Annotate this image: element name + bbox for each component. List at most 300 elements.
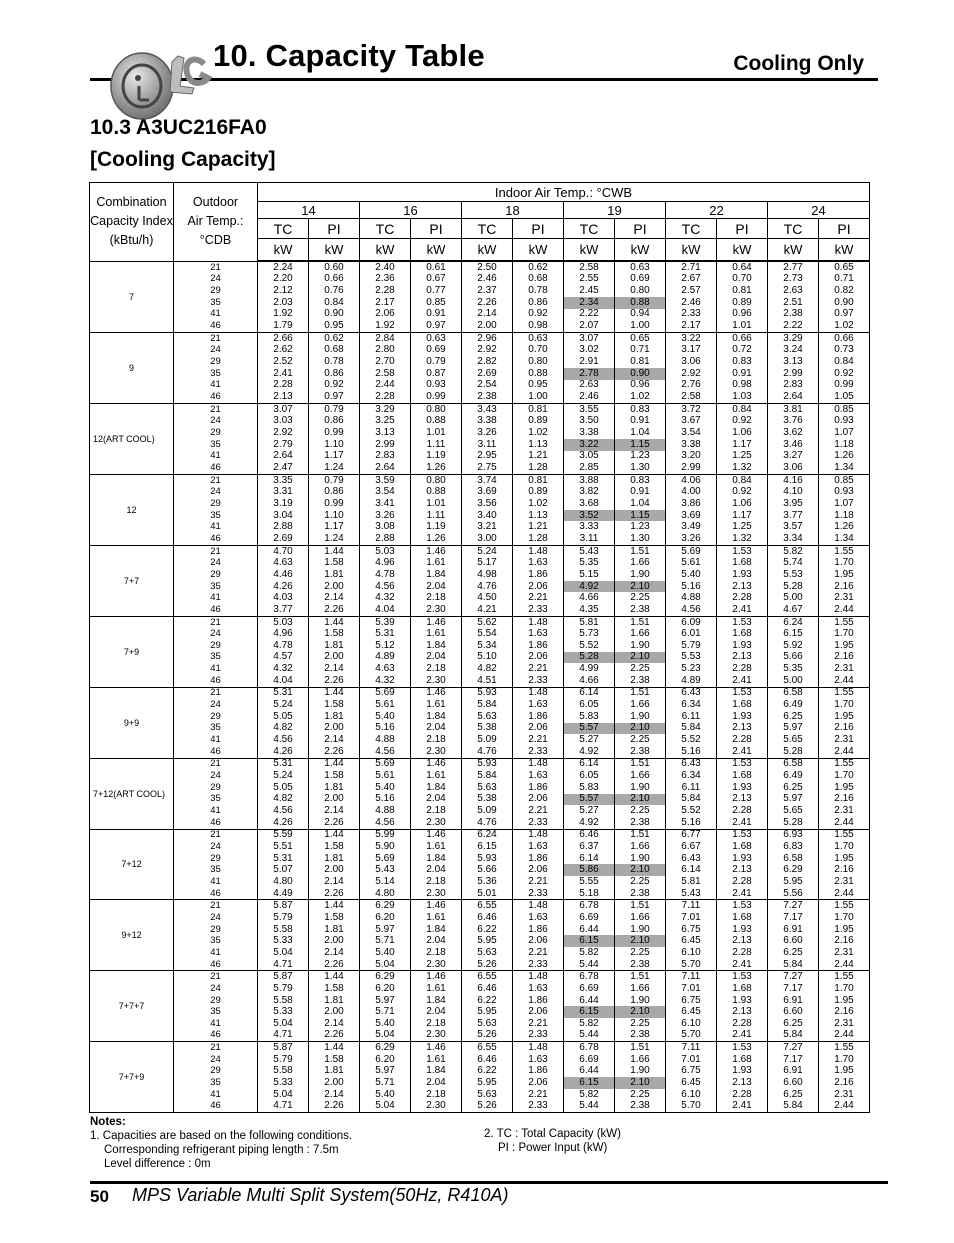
pi-value-cell: 2.00: [309, 723, 360, 735]
pi-value-cell: 1.44: [309, 829, 360, 841]
pi-value-cell: 0.97: [411, 320, 462, 332]
tc-value-cell: 5.83: [564, 711, 615, 723]
tc-value-cell: 3.56: [462, 498, 513, 510]
tc-value-cell: 5.58: [258, 924, 309, 936]
tc-value-cell: 6.91: [768, 995, 819, 1007]
tc-value-cell: 3.07: [258, 403, 309, 415]
table-row: [90, 912, 870, 924]
tc-value-cell: 2.17: [666, 320, 717, 332]
table-row: [90, 746, 870, 758]
pi-value-cell: 1.70: [819, 841, 870, 853]
pi-value-cell: 1.46: [411, 1042, 462, 1054]
table-row: [90, 604, 870, 616]
table-row: [90, 959, 870, 971]
tc-value-cell: 5.40: [360, 782, 411, 794]
tc-value-cell: 1.79: [258, 320, 309, 332]
tc-value-cell: 2.75: [462, 462, 513, 474]
tc-value-cell: 6.69: [564, 912, 615, 924]
tc-value-cell: 2.22: [768, 320, 819, 332]
tc-value-cell: 4.82: [258, 794, 309, 806]
tc-value-cell: 4.32: [360, 675, 411, 687]
pi-value-cell: 0.98: [717, 380, 768, 392]
tc-value-cell: 6.69: [564, 1054, 615, 1066]
outdoor-temp-cell: 46: [174, 888, 258, 900]
pi-value-cell: 1.44: [309, 758, 360, 770]
tc-value-cell: 3.11: [564, 533, 615, 545]
outdoor-temp-cell: 24: [174, 1054, 258, 1066]
tc-value-cell: 6.25: [768, 782, 819, 794]
tc-value-cell: 5.61: [360, 770, 411, 782]
tc-value-cell: 5.92: [768, 640, 819, 652]
pi-value-cell: 2.28: [717, 1089, 768, 1101]
tc-value-cell: 2.79: [258, 439, 309, 451]
tc-value-cell: 5.24: [258, 699, 309, 711]
pi-value-cell: 2.18: [411, 805, 462, 817]
pi-value-cell: 0.68: [513, 274, 564, 286]
pi-value-cell: 2.06: [513, 794, 564, 806]
unit-header: kW: [462, 239, 513, 262]
pi-value-cell: 2.14: [309, 734, 360, 746]
pi-value-cell: 2.31: [819, 734, 870, 746]
tc-value-cell: 4.56: [666, 604, 717, 616]
tc-value-cell: 5.16: [666, 581, 717, 593]
tc-value-cell: 5.71: [360, 935, 411, 947]
table-row: [90, 817, 870, 829]
table-row: [90, 1018, 870, 1030]
pi-value-cell: 2.00: [309, 1077, 360, 1089]
tc-value-cell: 4.57: [258, 652, 309, 664]
table-row: [90, 1077, 870, 1089]
tc-value-cell: 5.74: [768, 557, 819, 569]
pi-value-cell: 2.25: [615, 663, 666, 675]
tc-value-cell: 2.07: [564, 320, 615, 332]
pi-value-cell: 1.34: [819, 533, 870, 545]
tc-value-cell: 3.40: [462, 510, 513, 522]
pi-value-cell: 1.61: [411, 983, 462, 995]
tc-value-cell: 5.81: [564, 616, 615, 628]
pi-value-cell: 2.16: [819, 864, 870, 876]
pi-value-cell: 1.58: [309, 912, 360, 924]
tc-value-cell: 2.88: [360, 533, 411, 545]
pi-value-cell: 2.38: [615, 675, 666, 687]
pi-value-cell: 2.44: [819, 746, 870, 758]
tc-value-cell: 5.31: [258, 758, 309, 770]
pi-value-cell: 2.26: [309, 604, 360, 616]
pi-value-cell: 1.58: [309, 841, 360, 853]
tc-value-cell: 2.28: [258, 380, 309, 392]
tc-value-cell: 6.83: [768, 841, 819, 853]
pi-value-cell: 2.04: [411, 1006, 462, 1018]
tc-value-cell: 5.84: [768, 1030, 819, 1042]
pi-value-cell: 1.70: [819, 770, 870, 782]
tc-value-cell: 5.93: [462, 687, 513, 699]
pi-value-cell: 1.18: [819, 439, 870, 451]
pi-value-cell: 1.21: [513, 451, 564, 463]
tc-value-cell: 2.20: [258, 274, 309, 286]
tc-value-cell: 6.46: [462, 912, 513, 924]
tc-value-cell: 5.04: [360, 959, 411, 971]
pi-value-cell: 2.33: [513, 675, 564, 687]
outdoor-temp-cell: 46: [174, 320, 258, 332]
tc-value-cell: 5.04: [258, 1018, 309, 1030]
tc-value-cell: 6.60: [768, 1077, 819, 1089]
tc-value-cell: 5.56: [768, 888, 819, 900]
tc-value-cell: 4.92: [564, 817, 615, 829]
note-1: 1. Capacities are based on the following conditions.: [90, 1130, 353, 1142]
outdoor-temp-cell: 46: [174, 604, 258, 616]
tc-value-cell: 4.10: [768, 486, 819, 498]
pi-value-cell: 1.63: [513, 1054, 564, 1066]
pi-value-cell: 0.60: [309, 261, 360, 274]
pi-value-cell: 1.84: [411, 1066, 462, 1078]
pi-value-cell: 1.04: [615, 427, 666, 439]
pi-value-cell: 1.90: [615, 1066, 666, 1078]
table-row: [90, 805, 870, 817]
tc-value-cell: 4.89: [360, 652, 411, 664]
tc-value-cell: 5.33: [258, 1077, 309, 1089]
combination-header-line1: Combination: [96, 195, 167, 210]
tc-value-cell: 5.28: [768, 746, 819, 758]
outdoor-temp-cell: 46: [174, 533, 258, 545]
pi-value-cell: 0.91: [615, 486, 666, 498]
pi-value-cell: 2.41: [717, 746, 768, 758]
tc-value-cell: 4.76: [462, 817, 513, 829]
tc-value-cell: 6.05: [564, 699, 615, 711]
tc-value-cell: 5.93: [462, 758, 513, 770]
wb-temp-header: 16: [360, 202, 462, 219]
outdoor-temp-cell: 35: [174, 581, 258, 593]
pi-value-cell: 0.86: [309, 416, 360, 428]
pi-value-cell: 1.28: [513, 533, 564, 545]
pi-value-cell: 2.26: [309, 1101, 360, 1113]
pi-value-cell: 0.62: [513, 261, 564, 274]
tc-value-cell: 2.22: [564, 309, 615, 321]
outdoor-header-line3: °CDB: [199, 233, 232, 248]
tc-value-cell: 3.43: [462, 403, 513, 415]
tc-value-cell: 5.24: [462, 545, 513, 557]
pi-value-cell: 0.96: [615, 380, 666, 392]
pi-header: PI: [819, 219, 870, 239]
pi-value-cell: 1.48: [513, 1042, 564, 1054]
table-row: [90, 900, 870, 912]
tc-value-cell: 2.64: [360, 462, 411, 474]
tc-value-cell: 4.06: [666, 474, 717, 486]
tc-value-cell: 6.77: [666, 829, 717, 841]
tc-value-cell: 4.00: [666, 486, 717, 498]
pi-value-cell: 2.28: [717, 1018, 768, 1030]
unit-header: kW: [768, 239, 819, 262]
pi-value-cell: 0.92: [717, 486, 768, 498]
table-row: [90, 794, 870, 806]
tc-value-cell: 5.34: [462, 640, 513, 652]
tc-value-cell: 6.75: [666, 924, 717, 936]
tc-value-cell: 4.96: [258, 628, 309, 640]
tc-value-cell: 5.00: [768, 675, 819, 687]
pi-value-cell: 2.06: [513, 581, 564, 593]
tc-value-cell: 5.43: [666, 888, 717, 900]
table-row: [90, 1101, 870, 1113]
pi-value-cell: 2.06: [513, 935, 564, 947]
tc-header: TC: [564, 219, 615, 239]
pi-value-cell: 2.18: [411, 947, 462, 959]
tc-value-cell: 2.17: [360, 297, 411, 309]
tc-value-cell: 2.99: [666, 462, 717, 474]
tc-value-cell: 5.57: [564, 794, 615, 806]
pi-value-cell: 1.61: [411, 699, 462, 711]
tc-value-cell: 5.71: [360, 1006, 411, 1018]
tc-value-cell: 5.33: [258, 935, 309, 947]
outdoor-temp-cell: 29: [174, 995, 258, 1007]
pi-value-cell: 1.66: [615, 983, 666, 995]
pi-value-cell: 2.14: [309, 805, 360, 817]
pi-value-cell: 0.91: [411, 309, 462, 321]
tc-value-cell: 5.70: [666, 959, 717, 971]
tc-value-cell: 5.28: [768, 817, 819, 829]
tc-value-cell: 6.15: [564, 935, 615, 947]
pi-value-cell: 2.31: [819, 947, 870, 959]
pi-header: PI: [513, 219, 564, 239]
pi-value-cell: 0.88: [411, 416, 462, 428]
pi-value-cell: 2.28: [717, 876, 768, 888]
tc-value-cell: 6.29: [768, 864, 819, 876]
table-row: [90, 320, 870, 332]
table-row: [90, 356, 870, 368]
tc-value-cell: 3.50: [564, 416, 615, 428]
tc-value-cell: 2.55: [564, 274, 615, 286]
tc-value-cell: 3.11: [462, 439, 513, 451]
pi-value-cell: 1.84: [411, 782, 462, 794]
table-row: [90, 592, 870, 604]
pi-value-cell: 1.68: [717, 770, 768, 782]
tc-header: TC: [360, 219, 411, 239]
tc-value-cell: 4.89: [666, 675, 717, 687]
pi-value-cell: 0.85: [819, 474, 870, 486]
pi-value-cell: 1.48: [513, 971, 564, 983]
pi-value-cell: 2.41: [717, 959, 768, 971]
pi-value-cell: 1.66: [615, 1054, 666, 1066]
tc-value-cell: 3.05: [564, 451, 615, 463]
combination-cell: 9+9: [90, 687, 174, 758]
tc-value-cell: 5.23: [666, 663, 717, 675]
pi-value-cell: 1.53: [717, 829, 768, 841]
pi-value-cell: 1.95: [819, 569, 870, 581]
pi-value-cell: 1.44: [309, 616, 360, 628]
pi-value-cell: 1.34: [819, 462, 870, 474]
tc-value-cell: 4.71: [258, 1030, 309, 1042]
pi-value-cell: 0.80: [513, 356, 564, 368]
pi-value-cell: 1.53: [717, 616, 768, 628]
tc-value-cell: 6.46: [462, 983, 513, 995]
tc-value-cell: 4.56: [258, 734, 309, 746]
tc-value-cell: 6.05: [564, 770, 615, 782]
pi-value-cell: 1.24: [309, 462, 360, 474]
pi-value-cell: 2.21: [513, 947, 564, 959]
pi-value-cell: 1.15: [615, 510, 666, 522]
tc-value-cell: 5.69: [666, 545, 717, 557]
tc-value-cell: 5.65: [768, 805, 819, 817]
pi-value-cell: 2.31: [819, 592, 870, 604]
tc-value-cell: 3.08: [360, 521, 411, 533]
pi-value-cell: 1.66: [615, 628, 666, 640]
tc-value-cell: 6.58: [768, 687, 819, 699]
table-row: [90, 368, 870, 380]
unit-header: kW: [360, 239, 411, 262]
pi-value-cell: 0.67: [411, 274, 462, 286]
pi-value-cell: 2.16: [819, 794, 870, 806]
pi-value-cell: 0.83: [717, 356, 768, 368]
pi-value-cell: 0.79: [411, 356, 462, 368]
tc-value-cell: 5.28: [768, 581, 819, 593]
tc-value-cell: 1.92: [258, 309, 309, 321]
pi-value-cell: 2.21: [513, 592, 564, 604]
pi-value-cell: 2.31: [819, 876, 870, 888]
pi-value-cell: 1.58: [309, 983, 360, 995]
outdoor-temp-cell: 35: [174, 297, 258, 309]
table-row: [90, 888, 870, 900]
tc-value-cell: 5.04: [360, 1030, 411, 1042]
pi-value-cell: 2.41: [717, 675, 768, 687]
pi-value-cell: 1.26: [411, 533, 462, 545]
outdoor-temp-cell: 21: [174, 332, 258, 344]
pi-value-cell: 1.81: [309, 853, 360, 865]
tc-value-cell: 3.33: [564, 521, 615, 533]
pi-value-cell: 2.18: [411, 734, 462, 746]
tc-value-cell: 6.49: [768, 699, 819, 711]
tc-value-cell: 5.79: [258, 1054, 309, 1066]
tc-value-cell: 4.82: [258, 723, 309, 735]
pi-value-cell: 1.55: [819, 616, 870, 628]
pi-value-cell: 0.84: [717, 474, 768, 486]
tc-value-cell: 4.76: [462, 746, 513, 758]
pi-value-cell: 0.99: [819, 380, 870, 392]
tc-value-cell: 2.80: [360, 345, 411, 357]
tc-value-cell: 5.87: [258, 971, 309, 983]
tc-value-cell: 6.22: [462, 1066, 513, 1078]
pi-value-cell: 1.70: [819, 557, 870, 569]
pi-value-cell: 1.02: [513, 498, 564, 510]
tc-value-cell: 2.88: [258, 521, 309, 533]
tc-value-cell: 4.76: [462, 581, 513, 593]
table-row: [90, 510, 870, 522]
pi-value-cell: 0.69: [615, 274, 666, 286]
pi-value-cell: 0.85: [819, 403, 870, 415]
pi-value-cell: 1.17: [309, 521, 360, 533]
outdoor-temp-cell: 46: [174, 746, 258, 758]
tc-value-cell: 2.63: [564, 380, 615, 392]
pi-value-cell: 1.86: [513, 782, 564, 794]
outdoor-temp-cell: 24: [174, 628, 258, 640]
tc-value-cell: 3.76: [768, 416, 819, 428]
table-row: [90, 345, 870, 357]
outdoor-temp-cell: 35: [174, 652, 258, 664]
tc-value-cell: 3.02: [564, 345, 615, 357]
tc-value-cell: 4.56: [360, 746, 411, 758]
pi-value-cell: 1.26: [411, 462, 462, 474]
pi-value-cell: 2.30: [411, 817, 462, 829]
unit-header: kW: [717, 239, 768, 262]
pi-value-cell: 2.28: [717, 805, 768, 817]
tc-value-cell: 5.43: [360, 864, 411, 876]
table-row: [90, 581, 870, 593]
pi-value-cell: 0.80: [615, 285, 666, 297]
pi-value-cell: 1.66: [615, 557, 666, 569]
pi-value-cell: 1.46: [411, 616, 462, 628]
pi-value-cell: 2.16: [819, 935, 870, 947]
pi-value-cell: 1.86: [513, 924, 564, 936]
outdoor-temp-cell: 21: [174, 545, 258, 557]
tc-value-cell: 5.69: [360, 758, 411, 770]
pi-value-cell: 2.06: [513, 1006, 564, 1018]
pi-value-cell: 1.11: [411, 439, 462, 451]
tc-value-cell: 2.92: [462, 345, 513, 357]
pi-value-cell: 2.25: [615, 947, 666, 959]
tc-value-cell: 5.84: [462, 770, 513, 782]
pi-value-cell: 2.00: [309, 794, 360, 806]
tc-value-cell: 3.07: [564, 332, 615, 344]
indoor-temp-header: Indoor Air Temp.: °CWB: [258, 183, 870, 202]
tc-value-cell: 5.05: [258, 711, 309, 723]
tc-value-cell: 5.39: [360, 616, 411, 628]
tc-value-cell: 3.06: [666, 356, 717, 368]
tc-value-cell: 6.46: [564, 829, 615, 841]
pi-value-cell: 0.63: [513, 332, 564, 344]
pi-value-cell: 1.70: [819, 983, 870, 995]
tc-value-cell: 4.66: [564, 675, 615, 687]
tc-value-cell: 3.81: [768, 403, 819, 415]
tc-value-cell: 2.26: [462, 297, 513, 309]
tc-value-cell: 2.37: [462, 285, 513, 297]
combination-cell: 12(ART COOL): [90, 403, 174, 474]
pi-value-cell: 1.93: [717, 782, 768, 794]
outdoor-header-line2: Air Temp.:: [187, 214, 244, 229]
pi-value-cell: 0.99: [309, 427, 360, 439]
tc-value-cell: 6.91: [768, 1066, 819, 1078]
tc-value-cell: 6.25: [768, 1018, 819, 1030]
tc-value-cell: 5.63: [462, 782, 513, 794]
pi-value-cell: 2.04: [411, 723, 462, 735]
tc-value-cell: 5.53: [768, 569, 819, 581]
tc-value-cell: 4.82: [462, 663, 513, 675]
pi-value-cell: 0.92: [819, 368, 870, 380]
pi-value-cell: 0.94: [615, 309, 666, 321]
pi-value-cell: 1.17: [717, 439, 768, 451]
tc-value-cell: 4.80: [258, 876, 309, 888]
pi-value-cell: 2.18: [411, 663, 462, 675]
pi-value-cell: 1.51: [615, 758, 666, 770]
pi-value-cell: 0.68: [309, 345, 360, 357]
tc-value-cell: 2.69: [258, 533, 309, 545]
tc-value-cell: 6.25: [768, 947, 819, 959]
pi-value-cell: 0.89: [717, 297, 768, 309]
tc-value-cell: 5.26: [462, 959, 513, 971]
tc-value-cell: 3.86: [666, 498, 717, 510]
pi-value-cell: 2.30: [411, 675, 462, 687]
tc-value-cell: 4.03: [258, 592, 309, 604]
outdoor-temp-cell: 35: [174, 510, 258, 522]
pi-value-cell: 2.25: [615, 876, 666, 888]
pi-value-cell: 0.97: [309, 391, 360, 403]
pi-value-cell: 2.06: [513, 864, 564, 876]
tc-value-cell: 2.96: [462, 332, 513, 344]
tc-value-cell: 4.51: [462, 675, 513, 687]
tc-value-cell: 5.69: [360, 687, 411, 699]
pi-value-cell: 1.63: [513, 699, 564, 711]
tc-value-cell: 4.88: [666, 592, 717, 604]
pi-value-cell: 1.70: [819, 699, 870, 711]
pi-value-cell: 1.58: [309, 1054, 360, 1066]
tc-value-cell: 5.59: [258, 829, 309, 841]
pi-value-cell: 2.21: [513, 1089, 564, 1101]
